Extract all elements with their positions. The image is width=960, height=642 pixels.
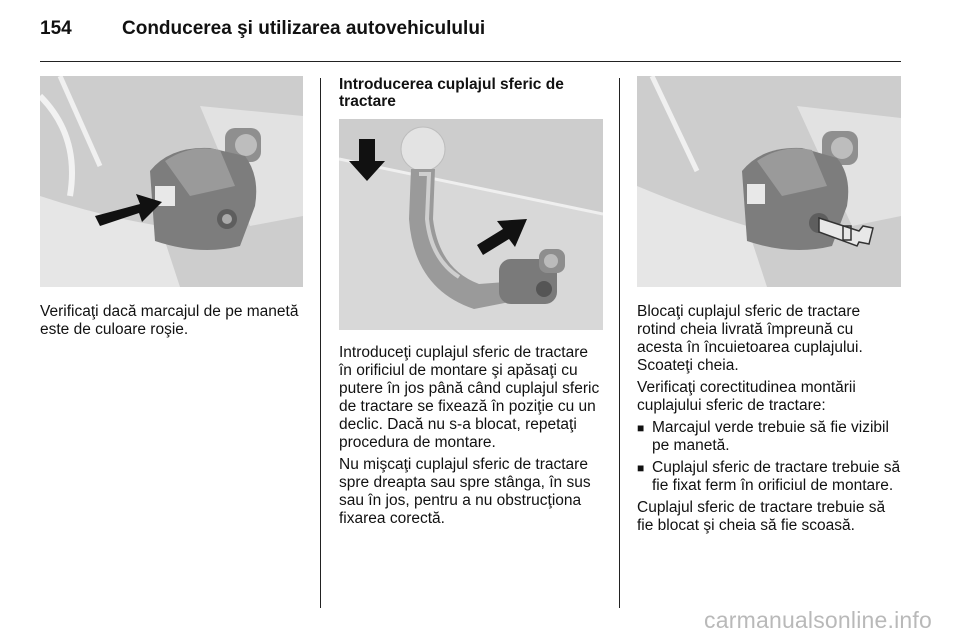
lock-with-key-illustration	[637, 76, 901, 287]
page-number: 154	[40, 18, 72, 39]
header-rule	[40, 61, 901, 62]
section-title: Introducerea cuplajul sferic de tractare	[339, 76, 564, 110]
square-bullet-icon: ■	[637, 461, 645, 475]
column-1	[40, 76, 303, 339]
column-divider	[619, 78, 620, 608]
tow-socket-illustration	[40, 76, 303, 287]
paragraph: Verificaţi dacă marcajul de pe manetă este de culoare roşie.	[40, 303, 299, 338]
chapter-title: Conducerea şi utilizarea autovehiculului	[122, 18, 486, 39]
column-2	[339, 76, 603, 532]
list-item: ■ Cuplajul sferic de tractare trebuie să fie fixat ferm în orificiul de montare.	[637, 459, 901, 494]
column-3	[637, 76, 901, 539]
tow-ball-insertion-illustration	[339, 119, 603, 330]
paragraph: Verificaţi corectitudinea montării cuplajului sferic de tractare:	[637, 379, 856, 414]
column-divider	[320, 78, 321, 608]
list-item: ■ Marcajul verde trebuie să fie vizibil pe manetă.	[637, 419, 889, 454]
watermark: carmanualsonline.info	[704, 607, 932, 633]
page-header	[40, 18, 920, 48]
paragraph: Blocaţi cuplajul sferic de tractare rotind cheia livrată împreună cu acesta în încuietoarea cuplajului. Scoateţi cheia.	[637, 303, 863, 374]
paragraph: Introduceţi cuplajul sferic de tractare în orificiul de montare şi apăsaţi cu putere în jos până când cuplajul sferic de tractare se fixează în poziţie cu un declic. Dacă nu s-a blocat, repetaţi procedura de montare.	[339, 344, 600, 451]
bullet-list	[637, 419, 901, 495]
paragraph: Cuplajul sferic de tractare trebuie să fie blocat şi cheia să fie scoasă.	[637, 499, 886, 534]
square-bullet-icon: ■	[637, 421, 645, 435]
paragraph: Nu mişcaţi cuplajul sferic de tractare spre dreapta sau spre stânga, în sus sau în jos, pentru a nu obstrucţiona fixarea corectă.	[339, 456, 591, 527]
